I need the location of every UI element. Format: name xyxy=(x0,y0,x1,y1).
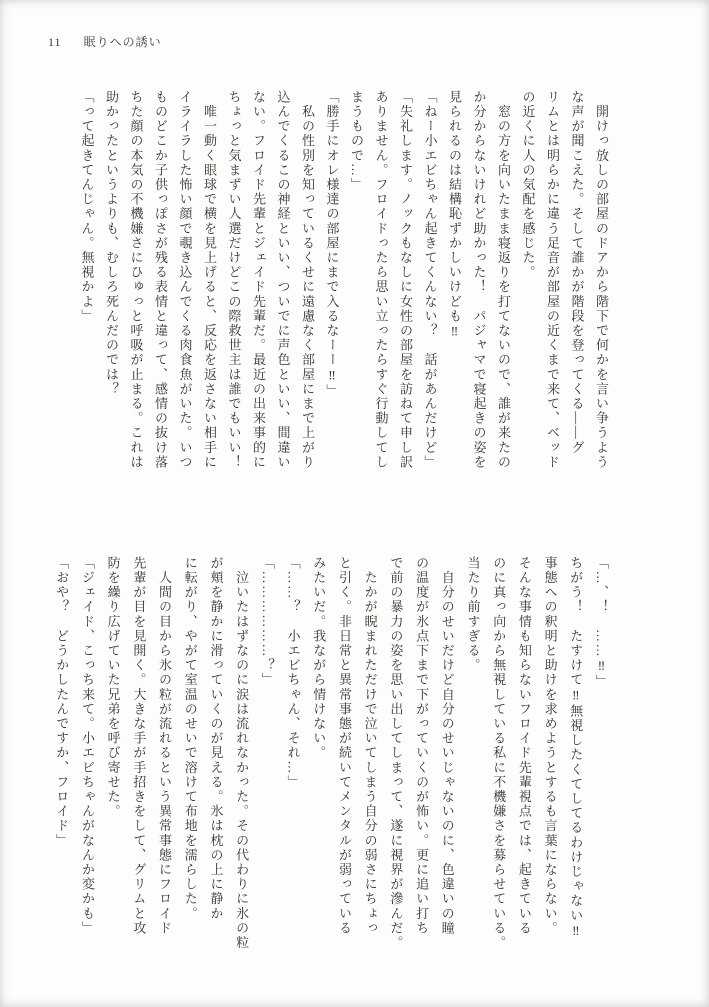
text-column: 助かったというよりも、むしろ死んだのでは？ xyxy=(104,90,119,397)
text-column: 「ねー小エビちゃん起きてくんない？ 話があんだけど」 xyxy=(422,90,438,470)
text-column: 人間の目から氷の粒が流れるという異常事態にフロイド xyxy=(157,556,173,936)
text-column: 防を繰り広げていた兄弟を呼び寄せた。 xyxy=(105,556,121,819)
text-block-top xyxy=(73,90,613,474)
text-column: な声が聞こえた。そして誰かが階段を登ってくる——グ xyxy=(569,90,585,455)
text-column: リムとは明らかに違う足音が部屋の近くまで来て、ベッド xyxy=(545,90,560,470)
text-column: 窓の方を向いたまま寝返りを打てないので、誰が来たの xyxy=(496,90,511,470)
text-column: が頬を静かに滑っていくのが見える。氷は枕の上に静か xyxy=(208,556,224,921)
text-column: そんな事情も知らないフロイド先輩視点では、起きている xyxy=(516,556,532,936)
header-title: 眠りへの誘い xyxy=(83,35,162,49)
text-column: 「……？ 小エビちゃん、それ…」 xyxy=(285,556,301,790)
text-column: 泣いたはずなのに涙は流れなかった。その代わりに氷の粒 xyxy=(234,556,250,951)
text-column: に転がり、やがて室温のせいで溶けて布地を濡らした。 xyxy=(182,556,198,921)
text-column: 見られるのは結構恥ずかしいけども‼ xyxy=(447,90,462,341)
text-column: 先輩が目を見開く。大きな手が手招きをして、グリムと攻 xyxy=(131,556,147,936)
text-column: 込んでくるこの神経といい、ついでに声色といい、間違い xyxy=(275,90,291,470)
text-block-bottom xyxy=(48,556,614,956)
text-column: ありません。フロイドったら思い立ったらすぐ行動してし xyxy=(373,90,389,470)
text-column: の温度が氷点下まで下がっていくのが怖い。更に追い打ち xyxy=(414,556,430,936)
text-column: 「失礼します。ノックもなしに女性の部屋を訪ねて申し訳 xyxy=(398,90,413,470)
text-column: ちた顔の本気の不機嫌さにひゅっと呼吸が止まる。これは xyxy=(128,90,144,470)
text-column: 私の性別を知っているくせに遠慮なく部屋にまで上がり xyxy=(300,90,315,470)
text-column: 唯一動く眼球で横を見上げると、反応を返さない相手に xyxy=(202,90,217,470)
text-column: 開けっ放しの部屋のドアから階下で何かを言い争うよう xyxy=(594,90,609,470)
text-column: 「ジェイド、こっち来て。小エビちゃんがなんか変かも」 xyxy=(79,556,95,936)
text-column: の近くに人の気配を感じた。 xyxy=(520,90,536,280)
text-column: みたいだ。我ながら情けない。 xyxy=(311,556,327,761)
text-column: 「って起きてんじゃん。無視かよ」 xyxy=(79,90,95,324)
text-column: まうもので…」 xyxy=(349,90,364,193)
text-column: で前の暴力の姿を思い出してしまって、遂に視界が滲んだ。 xyxy=(388,556,404,951)
text-column: 自分のせいだけど自分のせいじゃないのに、色違いの瞳 xyxy=(439,556,455,936)
text-column: 「…、！ ……‼」 xyxy=(594,556,609,690)
text-column: 当たり前すぎる。 xyxy=(465,556,481,673)
text-column: と引く。非日常と異常事態が続いてメンタルが弱っている xyxy=(336,556,352,936)
page-header xyxy=(48,33,162,50)
text-column: のに真っ向から無視している私に不機嫌さを募らせている。 xyxy=(491,556,507,951)
text-column: ものどこか子供っぽさが残る表情と違って、感情の抜け落 xyxy=(153,90,168,470)
page-number: 11 xyxy=(48,35,62,49)
text-column: たかが睨まれただけで泣いてしまう自分の弱さにちょっ xyxy=(362,556,378,936)
text-column: 「………………？」 xyxy=(259,556,275,688)
text-column: 「おや？ どうかしたんですか、フロイド」 xyxy=(54,556,70,848)
text-column: か分からないけれど助かった！ パジャマで寝起きの姿を xyxy=(471,90,487,470)
text-column: イライラした怖い顔で覗き込んでくる肉食魚がいた。いつ xyxy=(177,90,193,470)
text-column: ちょっと気まずい人選だけどこの際救世主は誰でもいい！ xyxy=(226,90,242,470)
text-column: 「勝手にオレ様達の部屋にまで入るなーー‼」 xyxy=(324,90,340,399)
text-column: 事態への釈明と助けを求めようとするも言葉にならない。 xyxy=(542,556,558,936)
text-column: ちがう！ たすけて‼無視したくてしてるわけじゃない‼ xyxy=(568,556,584,940)
text-column: ない。フロイド先輩とジェイド先輩だ。最近の出来事的に xyxy=(251,90,266,470)
